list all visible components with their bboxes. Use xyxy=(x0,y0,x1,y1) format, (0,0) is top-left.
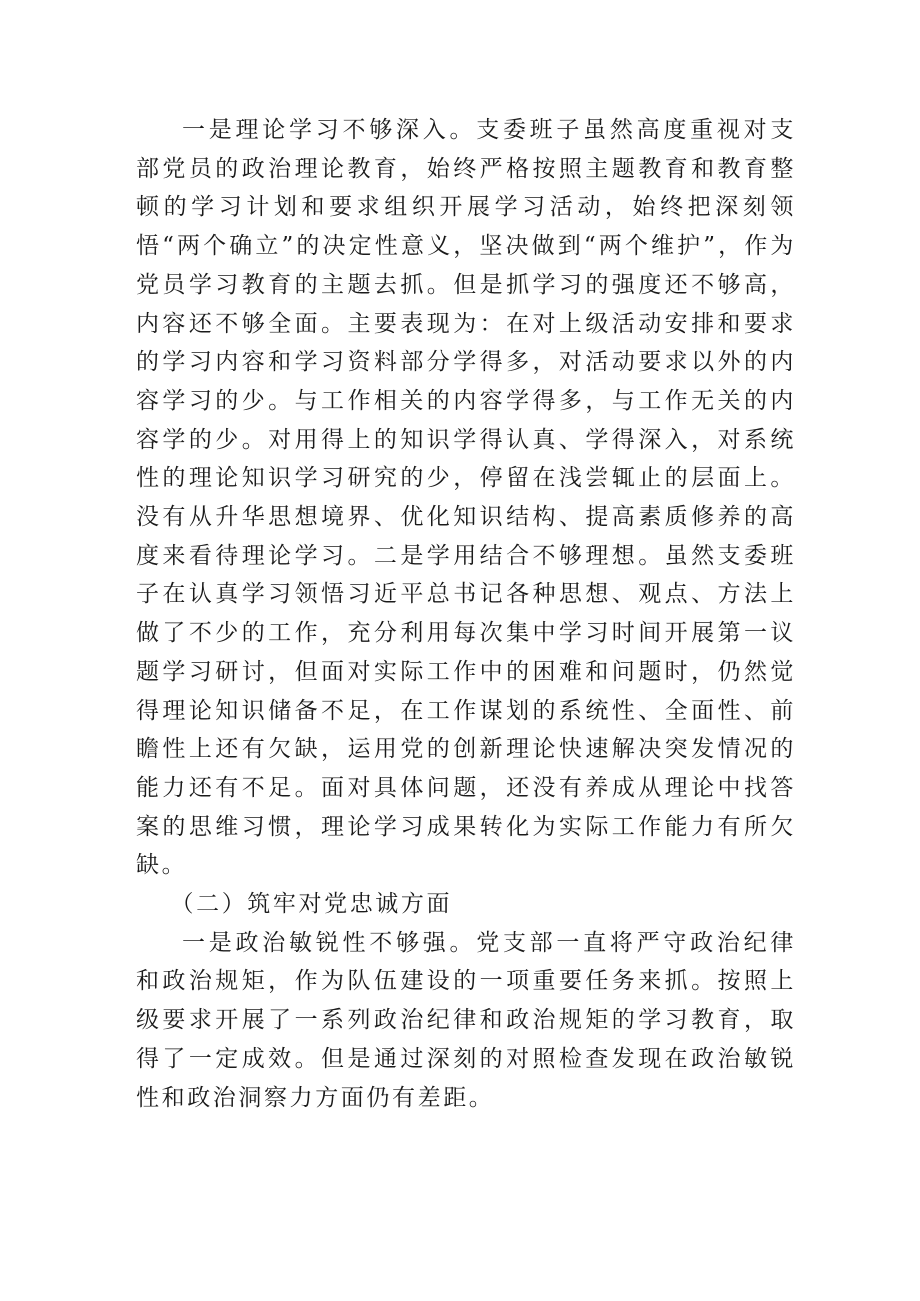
body-paragraph-political-sensitivity: 一是政治敏锐性不够强。党支部一直将严守政治纪律和政治规矩，作为队伍建设的一项重要任务来抓。按照上级要求开展了一系列政治纪律和政治规矩的学习教育，取得了一定成效。但是通过深刻的对照检查发现在政治敏锐性和政治洞察力方面仍有差距。 xyxy=(136,929,796,1111)
document-body xyxy=(136,111,796,1117)
section-heading-loyalty: （二）筑牢对党忠诚方面 xyxy=(170,891,453,918)
body-paragraph-theory-study: 一是理论学习不够深入。支委班子虽然高度重视对支部党员的政治理论教育，始终严格按照主题教育和教育整顿的学习计划和要求组织开展学习活动，始终把深刻领悟“两个确立”的决定性意义，坚决做到“两个维护”，作为党员学习教育的主题去抓。但是抓学习的强度还不够高，内容还不够全面。主要表现为：在对上级活动安排和要求的学习内容和学习资料部分学得多，对活动要求以外的内容学习的少。与工作相关的内容学得多，与工作无关的内容学的少。对用得上的知识学得认真、学得深入，对系统性的理论知识学习研究的少，停留在浅尝辄止的层面上。没有从升华思想境界、优化知识结构、提高素质修养的高度来看待理论学习。二是学用结合不够理想。虽然支委班子在认真学习领悟习近平总书记各种思想、观点、方法上做了不少的工作，充分利用每次集中学习时间开展第一议题学习研讨，但面对实际工作中的困难和问题时，仍然觉得理论知识储备不足，在工作谋划的系统性、全面性、前瞻性上还有欠缺，运用党的创新理论快速解决突发情况的能力还有不足。面对具体问题，还没有养成从理论中找答案的思维习惯，理论学习成果转化为实际工作能力有所欠缺。 xyxy=(136,117,796,879)
